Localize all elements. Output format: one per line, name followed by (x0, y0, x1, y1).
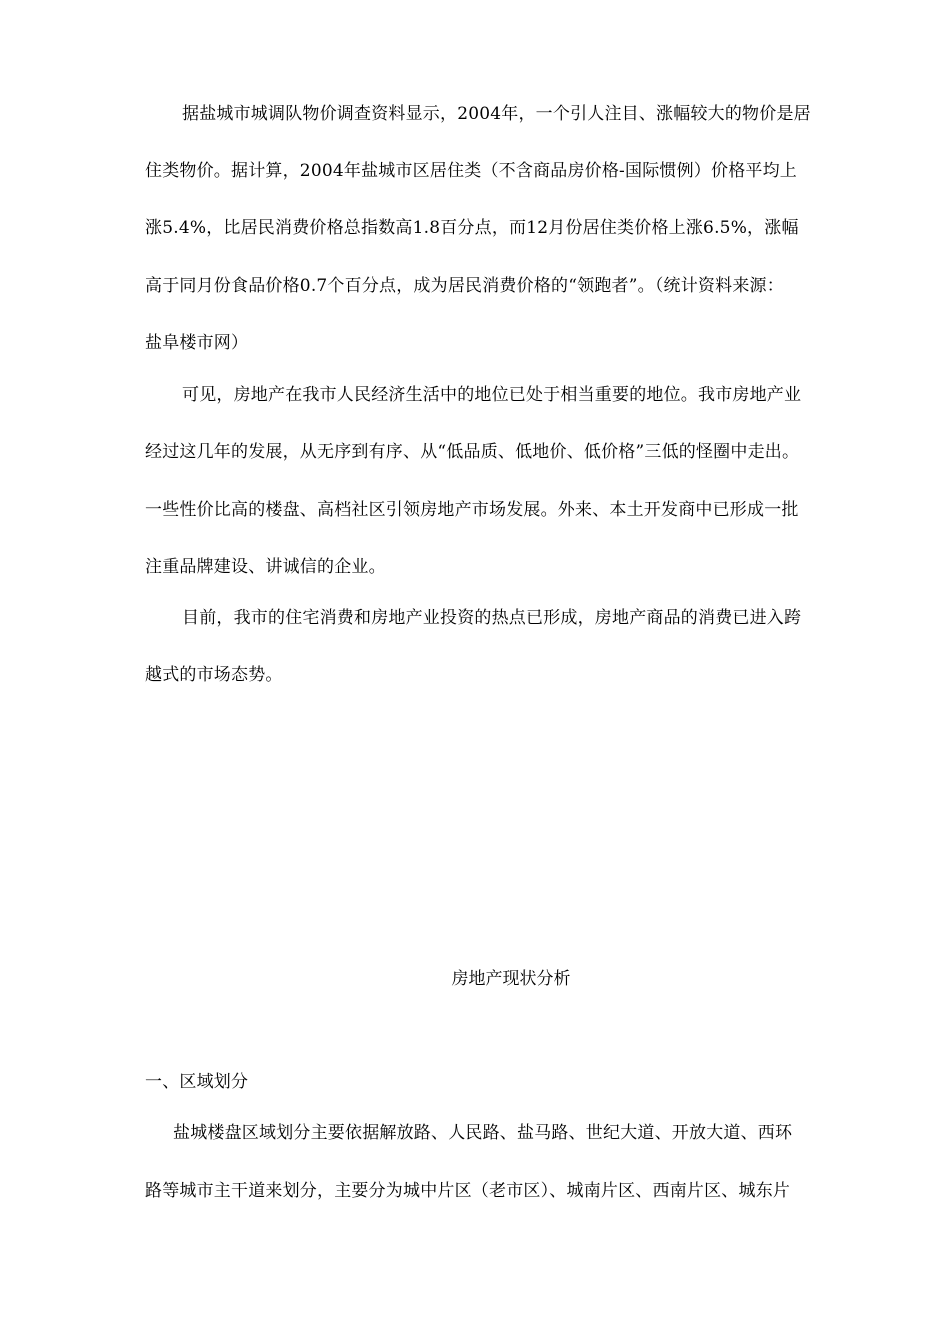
section-title: 房地产现状分析 (451, 969, 571, 989)
paragraph3-line-1: 目前，我市的住宅消费和房地产业投资的热点已形成，房地产商品的消费已进入跨 (182, 608, 802, 628)
paragraph1-line-5: 盐阜楼市网） (145, 333, 249, 353)
subsection-title: 一、区域划分 (145, 1072, 249, 1092)
paragraph2-line-3: 一些性价比高的楼盘、高档社区引领房地产市场发展。外来、本土开发商中已形成一批 (145, 500, 799, 520)
paragraph1-line-4: 高于同月份食品价格0.7个百分点，成为居民消费价格的“领跑者”。（统计资料来源： (145, 276, 784, 296)
subsection-line-1: 盐城楼盘区域划分主要依据解放路、人民路、盐马路、世纪大道、开放大道、西环 (173, 1123, 793, 1143)
paragraph1-line-1: 据盐城市城调队物价调查资料显示，2004年，一个引人注目、涨幅较大的物价是居 (182, 104, 811, 124)
subsection-line-2: 路等城市主干道来划分，主要分为城中片区（老市区）、城南片区、西南片区、城东片 (145, 1181, 791, 1201)
paragraph2-line-2: 经过这几年的发展，从无序到有序、从“低品质、低地价、低价格”三低的怪圈中走出。 (145, 442, 800, 462)
paragraph2-line-4: 注重品牌建设、讲诚信的企业。 (145, 557, 386, 577)
paragraph3-line-2: 越式的市场态势。 (145, 665, 283, 685)
paragraph1-line-3: 涨5.4%，比居民消费价格总指数高1.8百分点，而12月份居住类价格上涨6.5%，涨幅 (145, 218, 799, 238)
paragraph1-line-2: 住类物价。据计算，2004年盐城市区居住类（不含商品房价格-国际惯例）价格平均上 (145, 161, 798, 181)
paragraph2-line-1: 可见，房地产在我市人民经济生活中的地位已处于相当重要的地位。我市房地产业 (182, 385, 802, 405)
